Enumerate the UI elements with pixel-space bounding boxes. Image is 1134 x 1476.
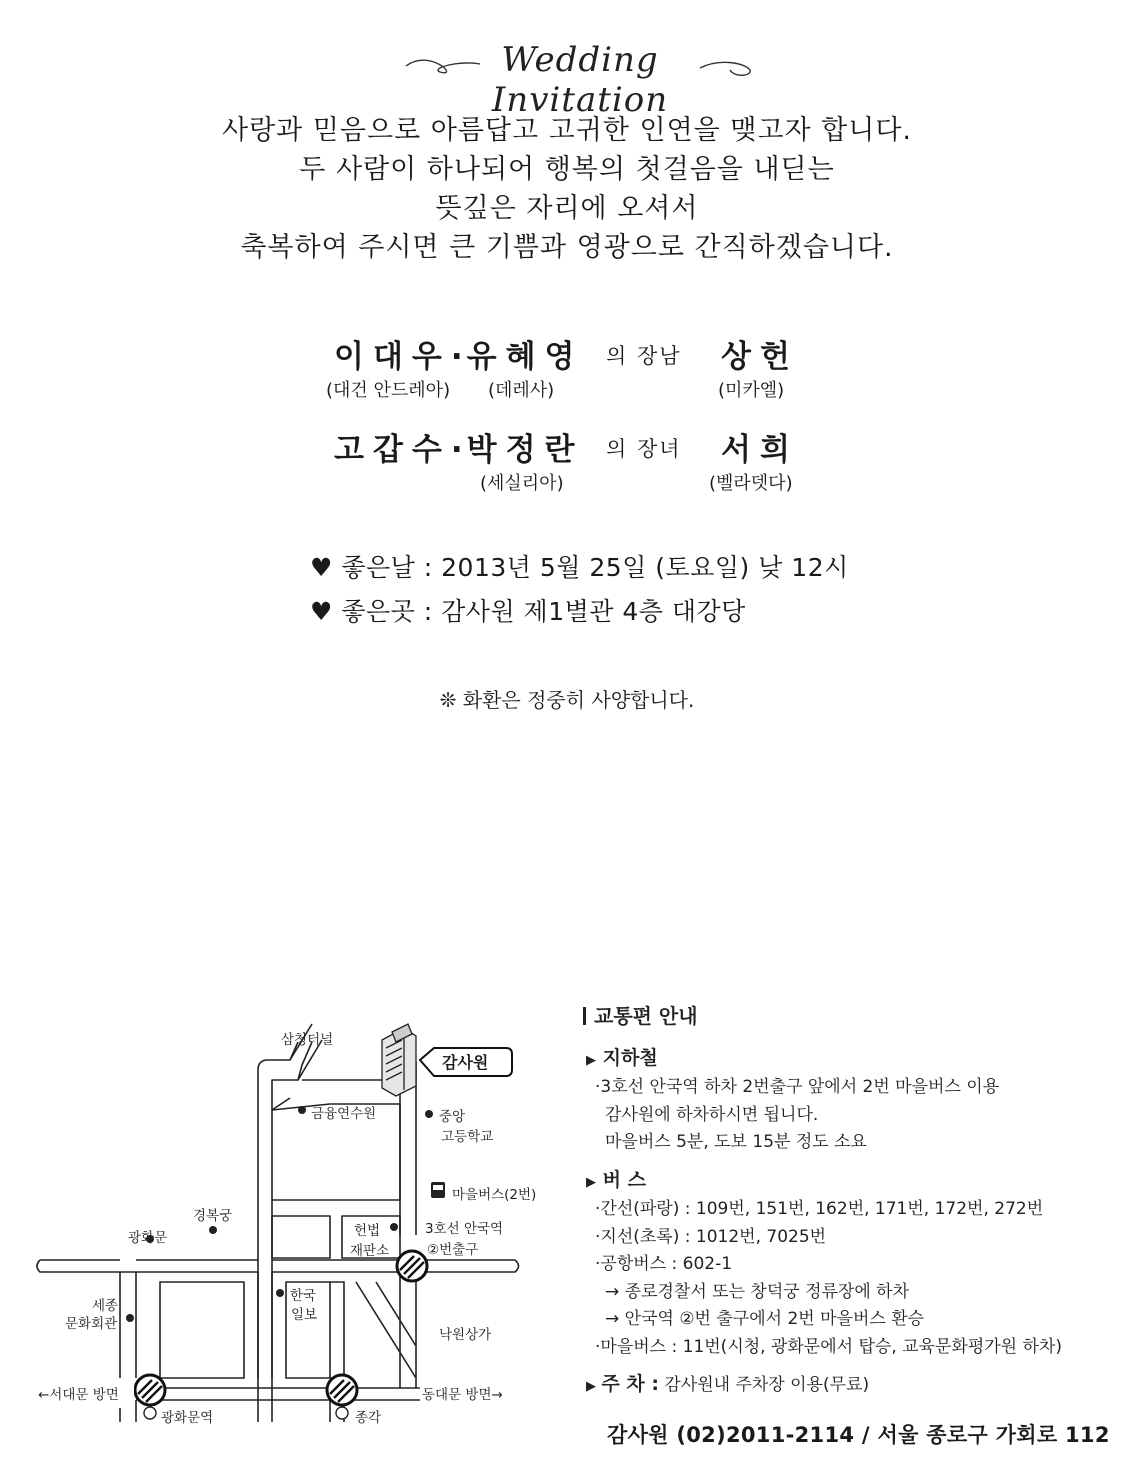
heart-icon: ♥ [310,597,333,626]
map-destination-label: 감사원 [442,1053,489,1072]
message-line: 사랑과 믿음으로 아름답고 고귀한 인연을 맺고자 합니다. [222,115,912,146]
transport-info [583,1003,1113,1401]
bus-heading [586,1167,1113,1197]
map-label-hankook-ilbo: 일보 [291,1307,318,1323]
subway-line: 마을버스 5분, 도보 15분 정도 소요 [605,1132,867,1152]
groom-name: 상헌 [721,339,799,375]
bus-line: ·공항버스 : 602-1 [595,1254,733,1274]
map-label-court: 헌법 [354,1223,381,1239]
bride-mother-baptismal: (세실리아) [480,473,564,494]
triangle-icon: ▶ [586,1379,596,1394]
map-label-hankook: 한국 [290,1288,317,1304]
bus-heading-text: 버 스 [602,1168,646,1191]
wedding-invitation-title [400,38,760,120]
building-icon [382,1024,416,1096]
subway-heading [586,1045,1113,1075]
note-text: 화환은 정중히 사양합니다. [462,688,695,712]
bus-line: ·지선(초록) : 1012번, 7025번 [595,1226,827,1247]
parking-heading: 주 차 : [601,1373,659,1395]
wreath-note [0,684,1134,713]
groom-baptismal: (미카엘) [718,380,785,401]
triangle-icon: ▶ [586,1174,596,1190]
subway-station-icons [135,1251,427,1405]
message-line: 뜻깊은 자리에 오셔서 [435,193,699,224]
bride-father-name: 고갑수 [334,432,451,468]
map-label-village-bus: 마을버스(2번) [452,1187,537,1203]
map-label-jungang: 중앙 [439,1109,466,1125]
map-label-court-2: 재판소 [350,1243,390,1259]
subway-line: 감사원에 하차하시면 됩니다. [605,1104,819,1125]
bus-line: ·마을버스 : 11번(시청, 광화문에서 탑승, 교육문화평가원 하차) [595,1336,1062,1357]
groom-mother-baptismal: (데레사) [488,380,555,401]
invitation-message [0,111,1134,267]
heart-icon: ♥ [310,553,333,582]
groom-family-row [334,331,583,376]
title-bar-icon [583,1007,586,1025]
groom-father-baptismal: (대건 안드레아) [326,380,451,401]
bride-name: 서희 [721,432,799,468]
bride-family-row [334,424,583,469]
footer-address: 감사원 (02)2011-2114 / 서울 종로구 가회로 112 [607,1423,1110,1447]
message-line: 두 사람이 하나되어 행복의 첫걸음을 내딛는 [299,154,835,185]
event-place [310,592,746,628]
map-label-jonggak: 종각 [355,1410,382,1426]
asterism-icon: ❊ [439,688,457,712]
map-label-jungang-school: 고등학교 [441,1129,494,1145]
name-separator: · [450,432,467,468]
map-label-gwanghwamun: 광화문 [128,1230,168,1246]
map-label-gyeongbokgung: 경복궁 [193,1208,233,1224]
map-label-gwanghwamun-station: 광화문역 [161,1410,214,1426]
transport-title-text: 교통편 안내 [594,1004,698,1028]
bus-line: ·간선(파랑) : 109번, 151번, 162번, 171번, 172번, 272번 [595,1199,1044,1219]
groom-mother-name: 유혜영 [466,339,584,375]
map-label-anguk-station: 3호선 안국역 [425,1221,504,1237]
date-label: 좋은날 : [341,553,433,582]
date-value: 2013년 5월 25일 (토요일) 낮 12시 [441,553,849,582]
map-label-finance-institute: 금융연수원 [311,1106,377,1122]
place-value: 감사원 제1별관 4층 대강당 [441,597,746,626]
map-label-east: 동대문 방면→ [422,1387,503,1403]
bride-baptismal: (벨라뎃다) [709,473,793,494]
groom-father-name: 이대우 [334,339,451,375]
place-label: 좋은곳 : [341,597,433,626]
map-label-sejong: 세종 [92,1298,119,1314]
bride-mother-name: 박정란 [466,432,584,468]
map-label-west: ←서대문 방면 [38,1387,119,1403]
message-line: 축복하여 주시면 큰 기쁨과 영광으로 간직하겠습니다. [240,232,894,263]
parking-row [586,1371,1113,1401]
parking-text: 감사원내 주차장 이용(무료) [664,1375,870,1395]
bride-relation: 의 장녀 [606,437,682,461]
name-separator: · [450,339,467,375]
subway-heading-text: 지하철 [602,1046,658,1069]
bus-line: → 종로경찰서 또는 창덕궁 정류장에 하차 [605,1281,910,1302]
groom-relation: 의 장남 [606,344,682,368]
map-label-anguk-exit: ②번출구 [427,1242,479,1258]
subway-line: ·3호선 안국역 하차 2번출구 앞에서 2번 마을버스 이용 [595,1077,1000,1097]
map-label-tunnel: 삼청터널 [281,1032,334,1048]
bus-line: → 안국역 ②번 출구에서 2번 마을버스 환승 [605,1309,925,1329]
transport-title [583,1003,1113,1031]
event-date [310,548,849,584]
script-title-text: Wedding Invitation [491,40,669,120]
triangle-icon: ▶ [586,1052,596,1068]
bus-icon [431,1182,445,1198]
map-label-sejong-center: 문화회관 [65,1316,118,1332]
map-label-nagwon: 낙원상가 [439,1327,492,1343]
